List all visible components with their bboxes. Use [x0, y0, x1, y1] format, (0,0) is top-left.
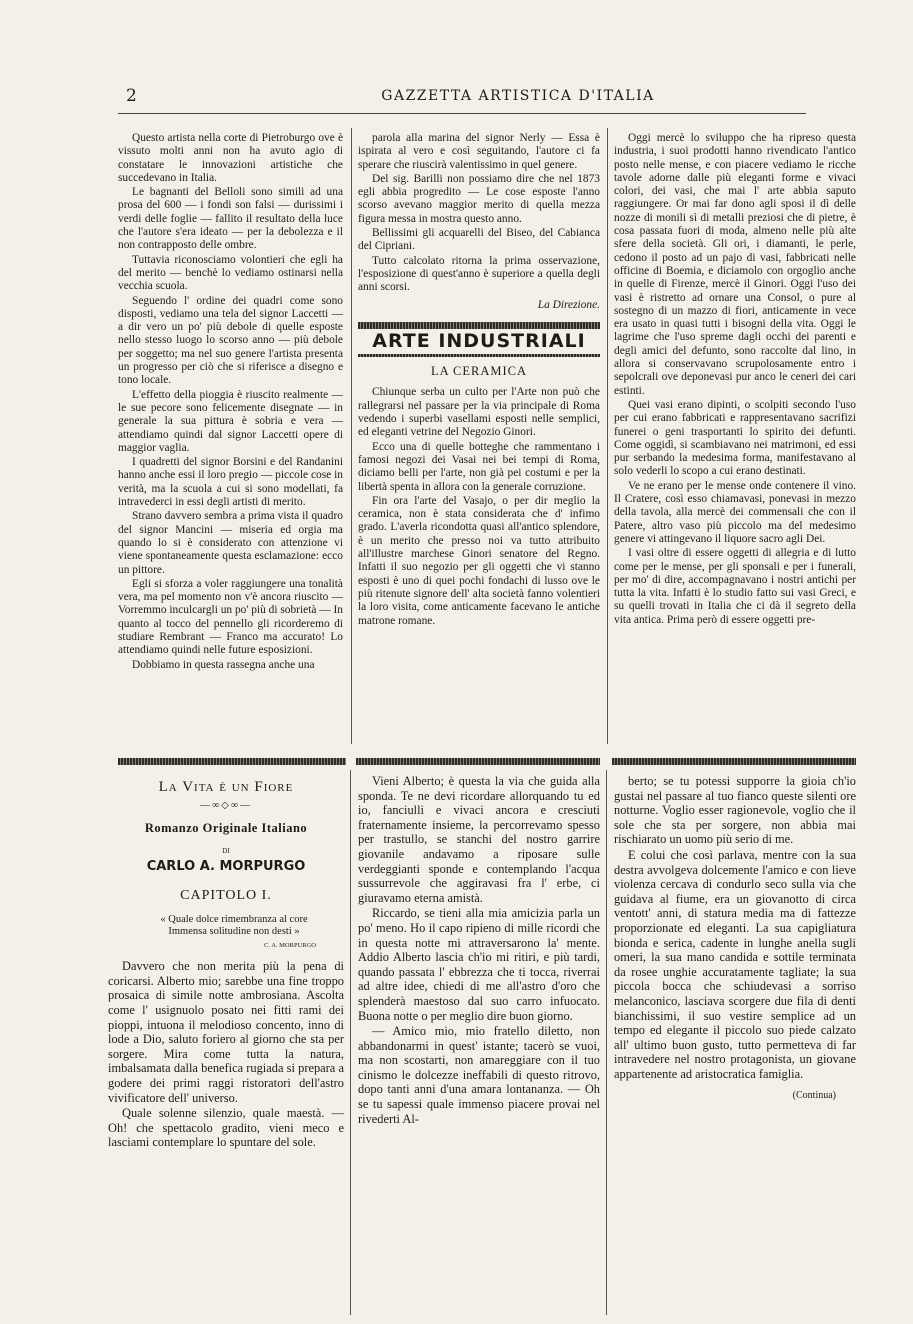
- continues-note: (Continua): [792, 1090, 836, 1102]
- paragraph: Quei vasi erano dipinti, o scolpiti secondo l'uso per cui erano fabbricati e rappresentavano sacrifizi funerei o geni trasportanti lo spirito dei defunti. Come oggidì, si scambiavano nei matrimoni, ed essi pur serbando la medesima forma, manifestavano al solo vederli lo scopo a cui erano destinati.: [614, 398, 856, 478]
- publication-title: GAZZETTA ARTISTICA D'ITALIA: [381, 88, 655, 104]
- paragraph: Tuttavia riconosciamo volontieri che egli ha del merito — benchè lo vediamo ostinarsi nella vecchia scuola.: [118, 253, 343, 293]
- top-column-1: [118, 132, 343, 732]
- paragraph: Ve ne erano per le mense onde contenere il vino. Il Cratere, così esso chiamavasi, ponevasi in mezzo della tavola, alla mercè dei commensali che con il Patere, altro vaso più piccolo ma del medesimo genere vi attingevano il liquore sacro agli Dei.: [614, 479, 856, 545]
- separator-band: [118, 758, 346, 765]
- paragraph: Tutto calcolato ritorna la prima osservazione, l'esposizione di quest'anno è superiore a quella degli anni scorsi.: [358, 254, 600, 294]
- top-column-3: [614, 132, 856, 738]
- column-divider: [351, 128, 352, 744]
- section-subtitle: LA CERAMICA: [430, 364, 528, 379]
- paragraph: Questo artista nella corte di Pietroburgo ove è vissuto molti anni non ha avuto agio di constatare le innovazioni artistiche che succedevano in Italia.: [118, 132, 343, 184]
- column-divider: [350, 770, 351, 1315]
- paragraph: Le bagnanti del Belloli sono simili ad una prosa del 600 — i fondi son falsi — durissimi i verdi delle foglie — fallito il resultato della luce che l'autore s'era ideato — per la debolezza e il non contrapposto delle ombre.: [118, 186, 343, 252]
- paragraph: berto; se tu potessi supporre la gioia ch'io gustai nel passare al tuo fianco queste silenti ore notturne. Voglio esser ragionevole, voglio che il sole che sta per sorgere, non abbia mai rischiarato un uomo più serio di me.: [614, 774, 856, 847]
- novel-column-2: [358, 774, 600, 1314]
- novel-heading: [108, 780, 344, 904]
- paragraph: Ecco una di quelle botteghe che rammentano i famosi negozi dei Vasai nei bei tempi di Roma, diciamo belli per l'arte, non già pei costumi e per la libertà spenta in allora con la generale corruzione.: [358, 440, 600, 493]
- novel-subtitle: Romanzo Originale Italiano: [144, 821, 308, 836]
- paragraph: L'effetto della pioggia è riuscito realmente — le sue pecore sono felicemente disegnate — in generale la sua pittura è sobria e vera — attendiamo quindi dal signor Laccetti opere di maggior vaglia.: [118, 388, 343, 454]
- separator-band: [356, 758, 600, 765]
- paragraph: Oggi mercè lo sviluppo che ha ripreso questa industria, i suoi prodotti hanno rivendicato l'antico posto nelle mense, e con piacere vediamo le ricche tavole adorne dalle più eleganti forme e vivaci colori, dei vasi, che mai l' arte abbia saputo raggiungere. Or mai far dono agli sposi il dì delle nozze di monili sì di metalli preziosi che di pietre, è cosa passata fuori di moda, almeno nelle più alte sfere della società. Gli ori, i diamanti, le perle, cedono il posto ad un pajo di vasi, fabbricati nelle officine di Boemia, e diciamolo con orgoglio anche in quelle di Firenze, mercè il Ginori. Oggi l'uso dei vasi è ristretto ad ornare una Consol, o pure al sostegno di un mazzo di fiori, anticamente in vece era usato in quasi tutti i bisogni della vita. Oggi le lagrime che l'uso spreme dagli occhi dei parenti e degli amici del defunto, sono raccolte dal lino, in allora si conservavano scrupolosamente entro i sepolcrali ove deponevasi pur anco le ceneri dei cari estinti.: [614, 132, 856, 397]
- paragraph: parola alla marina del signor Nerly — Essa è ispirata al vero e così seguitando, l'autore ci fa sperare che riuscirà valentissimo in quel genere.: [358, 132, 600, 171]
- paragraph: Chiunque serba un culto per l'Arte non può che rallegrarsi nel passare per la via principale di Roma vedendo i superbi vasellami esposti nelle semplici, ed eleganti vetrine del Negozio Ginori.: [358, 386, 600, 439]
- paragraph: Egli si sforza a voler raggiungere una tonalità vera, ma pel momento non v'è ancora riuscito — Vorremmo inculcargli un po' più di sobrietà — In quanto al tocco del pennello gli ricorderemo di studiare Rembrant — Franco ma accurato! Lo attendiamo quindi nelle future esposizioni.: [118, 577, 343, 657]
- novel-column-3: [614, 774, 856, 1314]
- novel-column-1: [108, 774, 344, 1314]
- paragraph: Dobbiamo in questa rassegna anche una: [132, 658, 315, 671]
- novel-author: CARLO A. MORPURGO: [146, 859, 306, 875]
- paragraph: Davvero che non merita più la pena di coricarsi. Alberto mio; sarebbe una fine troppo prosaica di simile notte ambrosiana. Ascolta come l' usignuolo posato nei fitti rami dei pioppi, intuona il melodioso concento, inno di lode a Dio, saluto foriero al giorno che sta per sorgere. Mira come tutta la natura, imbalsamata dalla benefica rugiada si prepara a godere dei primi raggi ristoratori dell'astro vivificatore dell' universo.: [108, 959, 344, 1105]
- paragraph: Riccardo, se tieni alla mia amicizia parla un po' meno. Ho il capo ripieno di mille ricordi che in questa notte mi attraversarono la' mente. Addio Alberto lascia ch'io mi ritiri, e più tardi, quando passata l' ebbrezza che ti tocca, riverrai ad altre idee, chiedi di me all'astro d'oro che splenderà maestoso dal suo carro infuocato. Buona notte o per meglio dire buon giorno.: [358, 906, 600, 1023]
- paragraph: I vasi oltre di essere oggetti di allegria e di lutto come per le mense, per gli sponsali e per i funerali, per mo' di dire, accompagnavano i nostri antichi per tutta la vita. Infatti è lo studio fatto sui vasi Greci, e su quelli trovati in Italia che ci dà il segreto della vita antica. Prima però di essere oggetti pre-: [614, 547, 856, 626]
- section-title: ARTE INDUSTRIALI: [372, 329, 586, 352]
- signature: La Direzione.: [537, 298, 600, 311]
- paragraph: — Amico mio, mio fratello diletto, non abbandonarmi in quest' istante; tacerò se vuoi, ma non scostarti, non amareggiare con il tuo cinismo le dolcezze ineffabili di questo ritrovo, dopo tanti anni d'una amara lontananza. — Oh se tu sapessi quale immenso piacere provai nel rivederti Al-: [358, 1024, 600, 1126]
- novel-title: La Vita è un Fiore: [158, 779, 294, 795]
- paragraph: I quadretti del signor Borsini e del Randanini hanno anche essi il loro pregio — piccole cose in verità, ma la scuola a cui si sono modellati, fa intravederci in essi degli artisti di merito.: [118, 456, 343, 509]
- epigraph: « Quale dolce rimembranza al core Immensa solitudine non desti »: [160, 913, 308, 937]
- header-rule: [118, 113, 806, 114]
- novel-di: DI: [222, 846, 230, 855]
- paragraph: Strano davvero sembra a prima vista il quadro del signor Mancini — miseria ed orgia ma quando lo si è considerato con attenzione vi viene spontaneamente questa esclamazione: ecco un pittore.: [118, 510, 343, 576]
- top-column-2: [358, 132, 600, 742]
- paragraph: E colui che così parlava, mentre con la sua destra avvolgeva dolcemente l'amico e con lieve violenza cercava di condurlo seco sulla via che guidava al fiume, era un giovanotto di circa ventott' anni, di statura media ma di fattezze proporzionate ed eleganti. La sua capigliatura bionda e serica, cadente in lunghe anella sugli omeri, la sua mano candida e sottile terminata da rosee unghie accuratamente tagliate; la sua piccola bocca che schiudevasi a sorriso melanconico, lasciava scorgere due fila di denti bianchissimi, il suo vestire semplice ad un tempo ed elegante il piccolo suo piede calzato all' ultimo buon gusto, tutto permetteva di far intravedere nel nostro protagonista, un giovane appartenente ad aristocratica famiglia.: [614, 847, 856, 1081]
- section-band-lower: [358, 354, 600, 357]
- page-header: [118, 86, 798, 110]
- section-band: [358, 322, 600, 329]
- paragraph: Quale solenne silenzio, quale maestà. — Oh! che spettacolo gradito, vieni meco e lasciami contemplare lo spuntare del sole.: [108, 1106, 344, 1150]
- column-divider: [606, 770, 607, 1315]
- paragraph: Seguendo l' ordine dei quadri come sono disposti, vediamo una tela del signor Laccetti — a dir vero un po' più debole di quelle esposte nello stesso luogo lo scorso anno — più debole per soggetto; ma nel suo genere l'artista presenta un progresso per ciò che si riferisce a disegno e tono locale.: [118, 294, 343, 387]
- paragraph: Fin ora l'arte del Vasajo, o per dir meglio la ceramica, non è stata considerata che d' infimo grado. L'averla ricondotta quasi all'antico splendore, è un merito che presso noi va tutto attribuito all'illustre marchese Ginori senatore del Regno. Infatti il suo negozio per gli oggetti che vi stanno esposti è uno di quei pochi fondachi di lusso ove le più ritenute signore dell' alta società fanno volentieri la loro visita, come anticamente facevano le antiche matrone romane.: [358, 494, 600, 627]
- column-divider: [607, 128, 608, 744]
- page-number: 2: [126, 86, 137, 106]
- separator-band: [612, 758, 856, 765]
- paragraph: Del sig. Barilli non possiamo dire che nel 1873 egli abbia progredito — Le cose esposte l'anno scorso avevano maggior merito di quella mezza figura messa in mostra questo anno.: [358, 172, 600, 225]
- chapter-title: CAPITOLO I.: [180, 887, 272, 903]
- ornament: —∞◇∞—: [200, 799, 252, 811]
- paragraph: Vieni Alberto; è questa la via che guida alla sponda. Te ne devi ricordare allorquando tu ed io, fanciulli e vivaci ancora e cresciuti fraternamente insieme, la percorrevamo spesso per trastullo, se stanchi del nostro garrire giovanile andavamo a riposare sulle verdeggianti sponde e contemplando l'acqua sussurrevole che aggiravasi fra l' erbe, ci giuravamo eterna amistà.: [358, 774, 600, 905]
- epigraph-author: C. A. MORPURGO: [263, 941, 316, 949]
- paragraph: Bellissimi gli acquarelli del Biseo, del Cabianca del Cipriani.: [358, 227, 600, 253]
